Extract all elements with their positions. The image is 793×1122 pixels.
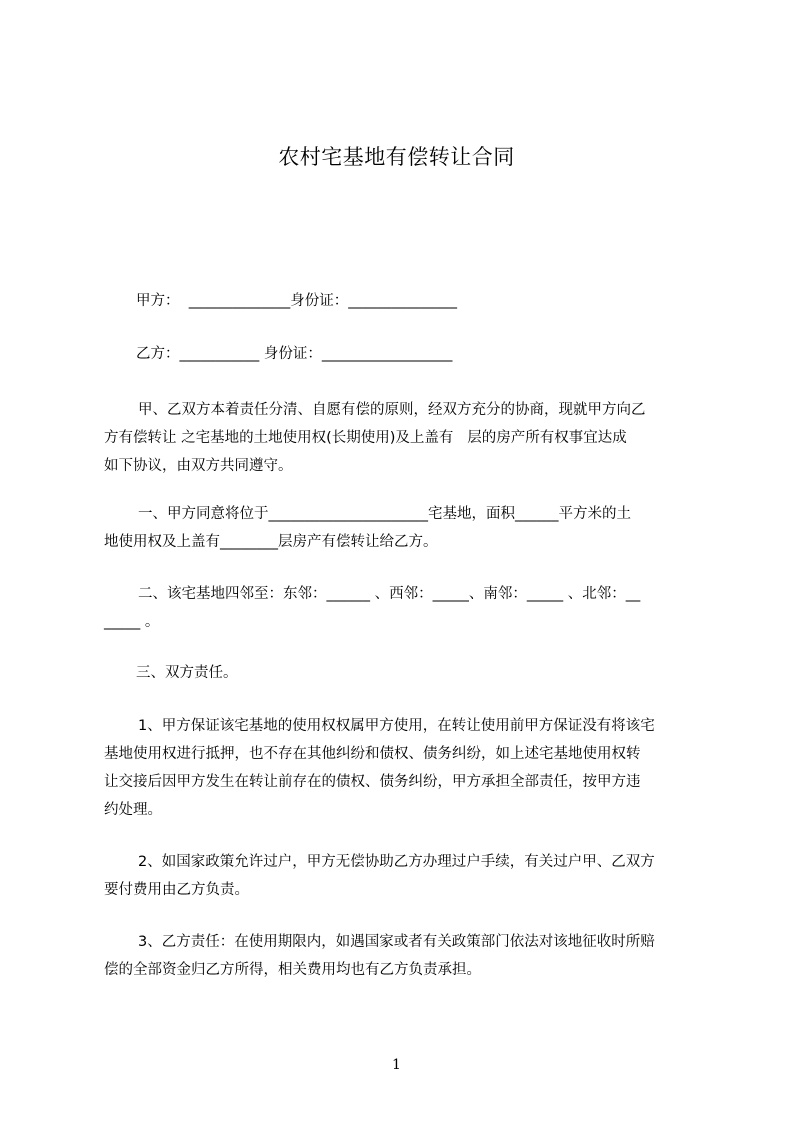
clause-3-item-1-line-4: 约处理。 <box>104 802 162 818</box>
clause-3-item-2-line-1: 2、如国家政策允许过户，甲方无偿协助乙方办理过户手续，有关过户甲、乙双方 <box>138 854 655 870</box>
clause-3-heading: 三、双方责任。 <box>136 665 238 681</box>
clause-2-line-1: 二、该宅基地四邻至：东邻：______ 、西邻：_____、南邻：_____ 、北邻：__ <box>138 586 641 602</box>
party-b-line: 乙方：___________ 身份证：__________________ <box>136 346 453 362</box>
clause-3-item-3-line-1: 3、乙方责任：在使用期限内，如遇国家或者有关政策部门依法对该地征收时所赔 <box>138 934 655 950</box>
intro-line-3: 如下协议，由双方共同遵守。 <box>104 458 293 474</box>
clause-3-item-1 <box>104 712 704 824</box>
clause-2-line-2: _____ 。 <box>104 614 160 630</box>
clause-3-item-2-line-2: 要付费用由乙方负责。 <box>104 882 249 898</box>
clause-3-item-2 <box>104 848 704 904</box>
intro-line-1: 甲、乙双方本着责任分清、自愿有偿的原则，经双方充分的协商，现就甲方向乙 <box>138 402 646 418</box>
document-title: 农村宅基地有偿转让合同 <box>278 145 515 169</box>
intro-paragraph <box>104 396 704 480</box>
clause-3-item-1-line-2: 基地使用权进行抵押，也不存在其他纠纷和债权、债务纠纷，如上述宅基地使用权转 <box>104 746 641 762</box>
clause-1 <box>104 500 704 556</box>
clause-3-item-1-line-3: 让交接后因甲方发生在转让前存在的债权、债务纠纷，甲方承担全部责任，按甲方违 <box>104 774 641 790</box>
page-number: 1 <box>392 1057 401 1073</box>
clause-3-item-3-line-2: 偿的全部资金归乙方所得，相关费用均也有乙方负责承担。 <box>104 962 481 978</box>
clause-1-line-1: 一、甲方同意将位于______________________宅基地，面积______平方米的土 <box>138 506 631 522</box>
clause-1-line-2: 地使用权及上盖有________层房产有偿转让给乙方。 <box>104 534 438 550</box>
clause-2 <box>104 580 704 636</box>
party-a-line: 甲方： ______________身份证：_______________ <box>136 293 457 309</box>
intro-line-2: 方有偿转让 之宅基地的土地使用权(长期使用)及上盖有 层的房产所有权事宜达成 <box>104 430 627 446</box>
clause-3-item-3 <box>104 928 704 984</box>
clause-3-item-1-line-1: 1、甲方保证该宅基地的使用权权属甲方使用，在转让使用前甲方保证没有将该宅 <box>138 718 655 734</box>
